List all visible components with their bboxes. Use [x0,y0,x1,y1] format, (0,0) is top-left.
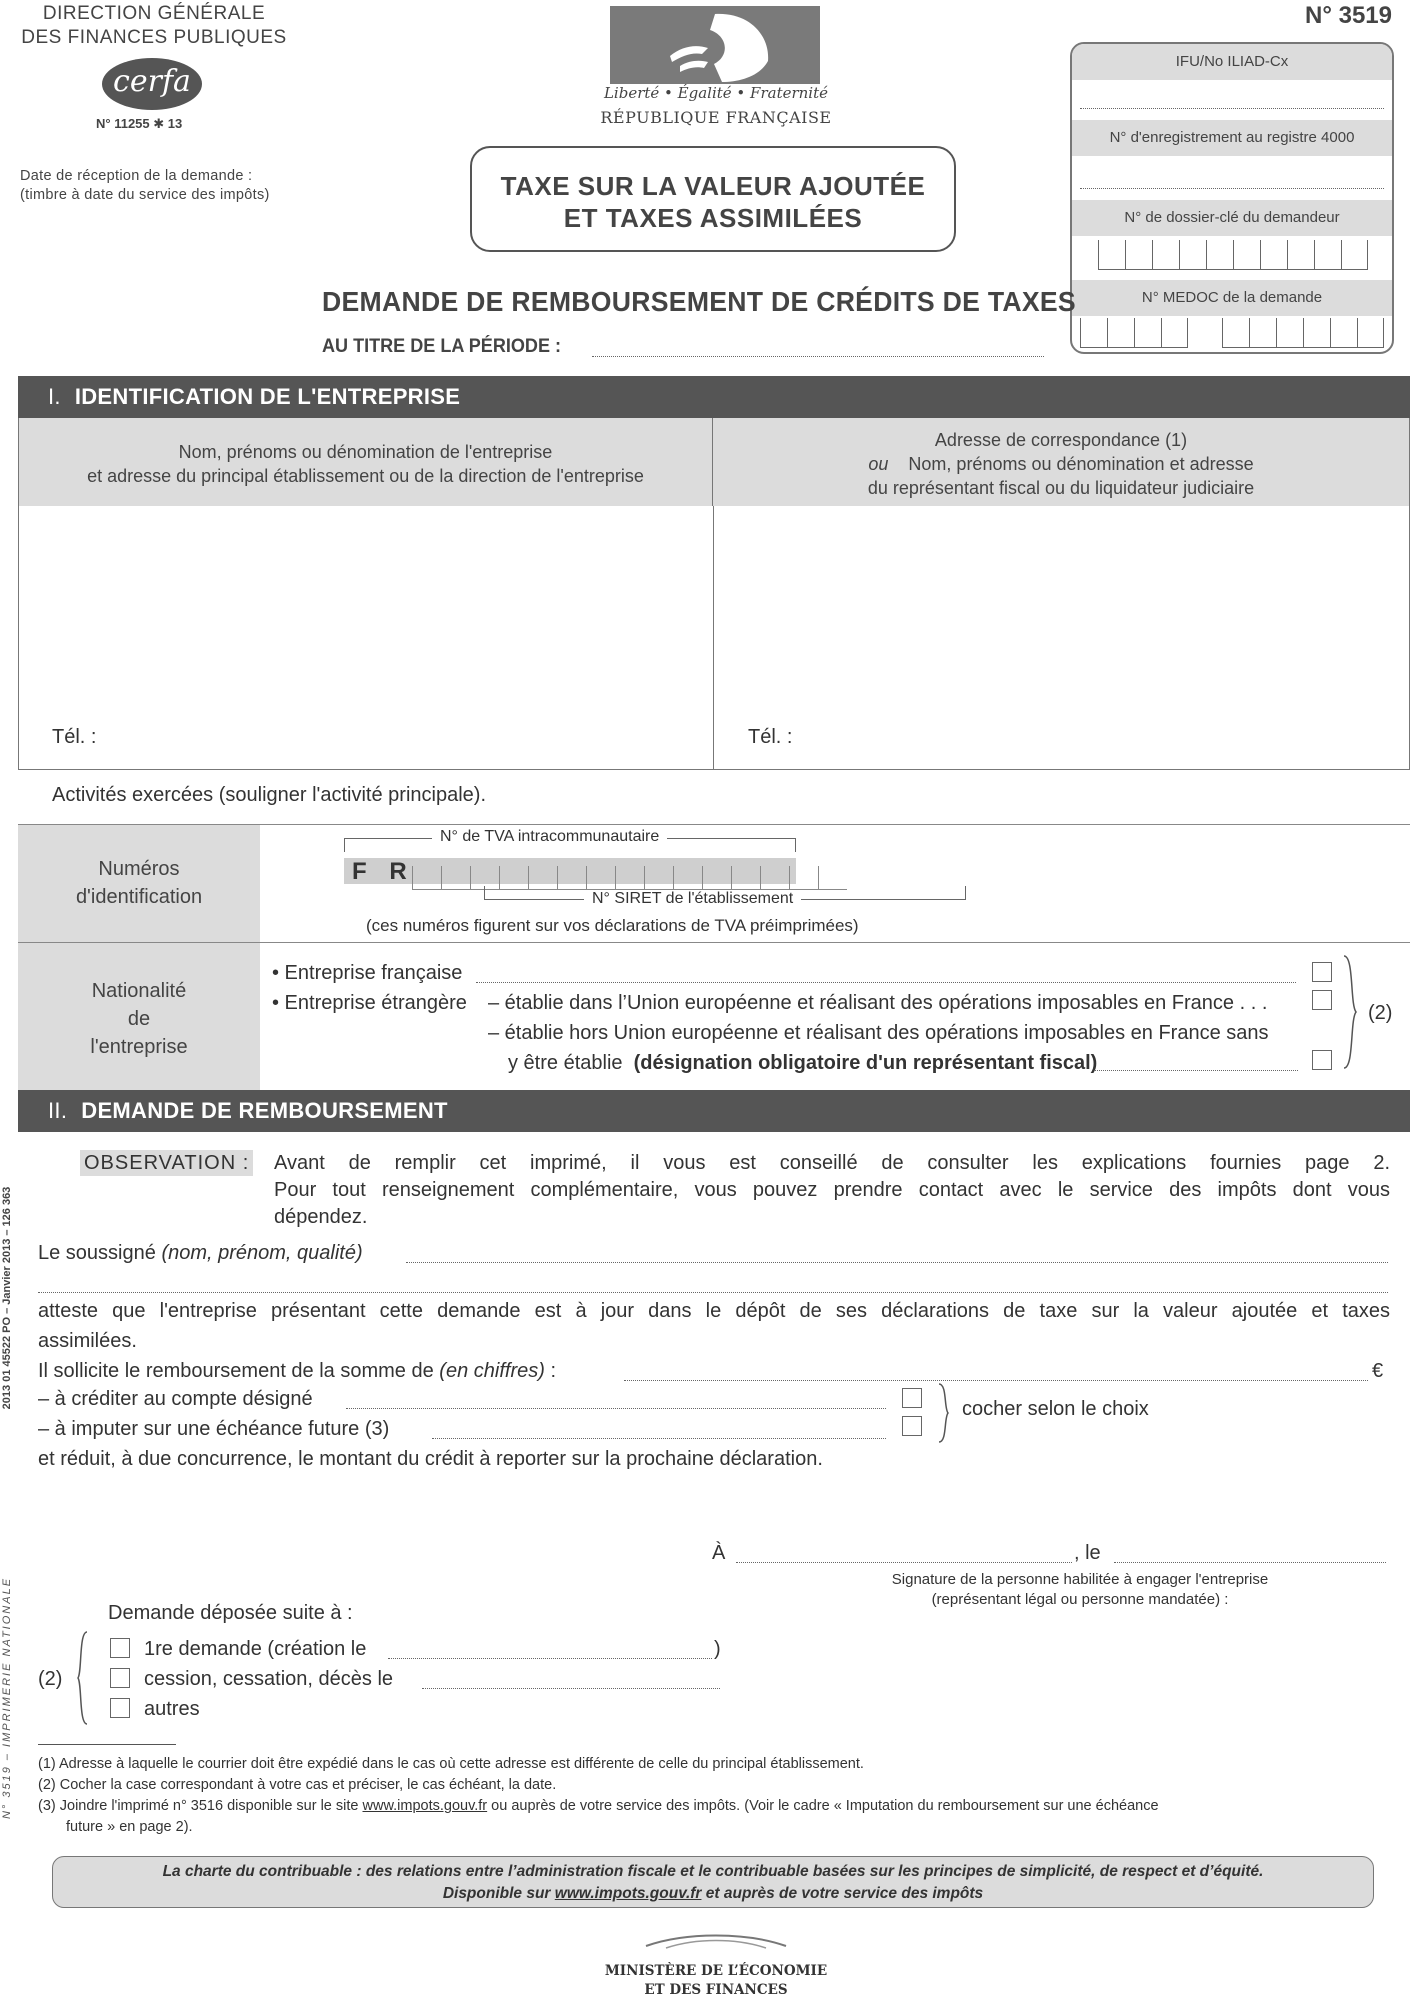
charte-line-1: La charte du contribuable : des relations entre l’administration fiscale et le contribuable basées sur les principes de simplicité, de respect et d’équité. [162,1863,1264,1880]
tel-right-label: Tél. : [748,726,793,748]
ministere-line-1: MINISTÈRE DE L’ÉCONOMIE [604,1963,828,1979]
atteste-line-1: atteste que l'entreprise présentant cette demande est à jour dans le dépôt de ses déclarations de taxe sur la valeur ajoutée et taxes [38,1300,1390,1322]
sollicite-label [38,1360,556,1383]
corr-head-line-1: Adresse de correspondance (1) [934,430,1188,450]
y-etre-text: y être établie [508,1052,623,1074]
row-divider [260,824,1410,825]
section-2-title: DEMANDE DE REMBOURSEMENT [81,1098,448,1123]
corr-head-line-2: Nom, prénoms ou dénomination et adresse [908,454,1254,474]
main-title: DEMANDE DE REMBOURSEMENT DE CRÉDITS DE TAXES [322,286,1076,317]
section-1-number: I. [48,384,61,409]
le-label: , le [1074,1542,1101,1564]
premiere-demande-checkbox[interactable] [110,1638,130,1658]
impots-link[interactable]: www.impots.gouv.fr [362,1798,488,1814]
crediter-label: – à créditer au compte désigné [38,1388,313,1410]
reception-date-label [20,167,300,205]
correspondence-address-field[interactable] [715,506,1409,770]
medoc-label: N° MEDOC de la demande [1072,280,1392,316]
etablie-hors-label: – établie hors Union européenne et réalisant des opérations imposables en France sans [488,1022,1269,1044]
charte-line-2-b: et auprès de votre service des impôts [705,1885,984,1902]
periode-label: AU TITRE DE LA PÉRIODE : [322,336,562,357]
premiere-demande-label: 1re demande (création le [144,1638,367,1660]
reduit-text: et réduit, à due concurrence, le montant du crédit à reporter sur la prochaine déclaration. [38,1448,823,1470]
direction-line-2: DES FINANCES PUBLIQUES [21,27,287,48]
deposee-label: Demande déposée suite à : [108,1602,353,1624]
ifu-label: IFU/No ILIAD-Cx [1072,44,1392,80]
entreprise-francaise-label: • Entreprise française [272,962,463,984]
nationalite-line-2: de [127,1008,151,1030]
preimprimees-note: (ces numéros figurent sur vos déclarations de TVA préimprimées) [366,916,859,935]
charte-link[interactable]: www.impots.gouv.fr [554,1885,702,1902]
section-2-header [18,1090,1410,1132]
euro-symbol: € [1372,1360,1384,1382]
footnote-rule [38,1744,176,1745]
sollicite-text: Il sollicite le remboursement de la somme de [38,1360,434,1382]
tax-title-line-1: TAXE SUR LA VALEUR AJOUTÉE [500,171,926,201]
ifu-field[interactable] [1080,108,1384,109]
dossier-cells[interactable] [1098,240,1368,270]
ministere-name [566,1962,866,2000]
activites-label: Activités exercées (souligner l'activité principale). [52,784,486,806]
cocher-label: cocher selon le choix [962,1398,1149,1420]
company-head-line-2: et adresse du principal établissement ou de la direction de l'entreprise [87,466,644,486]
tva-intra-label: N° de TVA intracommunautaire [432,828,667,846]
footnotes [38,1754,1398,1838]
company-head-line-1: Nom, prénoms ou dénomination de l'entreprise [178,442,553,462]
deposee-note: (2) [38,1668,63,1690]
cession-checkbox[interactable] [110,1668,130,1688]
sollicite-italic: (en chiffres) [439,1360,545,1382]
reception-line-2: (timbre à date du service des impôts) [20,187,270,203]
designation-text: (désignation obligatoire d'un représentant fiscal) [633,1052,1098,1074]
etablie-hors-checkbox[interactable] [1312,1050,1332,1070]
medoc-cells-1[interactable] [1080,318,1188,348]
crediter-leader [346,1408,886,1409]
charte-line-2-a: Disponible sur [442,1885,551,1902]
registre-field[interactable] [1080,188,1384,189]
observation-line-2: Pour tout renseignement complémentaire, vous pouvez prendre contact avec le service des impôts dont vous [274,1179,1390,1201]
medoc-cells-2[interactable] [1222,318,1384,348]
section-1-header [18,376,1410,418]
tax-title-line-2: ET TAXES ASSIMILÉES [563,203,863,233]
numeros-line-1: Numéros [98,858,180,880]
hors-leader [1094,1070,1298,1071]
company-address-field[interactable] [19,506,713,770]
corr-head-ou: ou [868,454,889,474]
section-1-title: IDENTIFICATION DE L'ENTREPRISE [74,384,461,409]
ministere-logo [636,1930,796,1950]
footnote-3-a: (3) Joindre l'imprimé n° 3516 disponible sur le site [38,1798,359,1814]
dossier-label: N° de dossier-clé du demandeur [1072,200,1392,236]
republique-francaise: RÉPUBLIQUE FRANÇAISE [600,108,832,127]
footnote-3-b: ou auprès de votre service des impôts. (Voir le cadre « Imputation du remboursement sur une échéance [491,1798,1159,1814]
a-lieu-field[interactable] [736,1562,1072,1563]
cession-date-field[interactable] [422,1688,720,1689]
numeros-line-2: d'identification [75,886,203,908]
direction-line-1: DIRECTION GÉNÉRALE [42,3,266,24]
company-address-header [19,418,713,506]
footnote-3 [38,1796,1398,1817]
devise: Liberté • Égalité • Fraternité [603,84,829,102]
section-2-number: II. [48,1098,68,1123]
charte-contribuable [52,1856,1374,1908]
autres-label: autres [144,1698,200,1720]
fr-prefix: F R [352,858,415,885]
soussigne-field[interactable] [406,1262,1388,1263]
tel-left-label: Tél. : [52,726,97,748]
charte-line-2 [53,1883,1373,1905]
autres-checkbox[interactable] [110,1698,130,1718]
imputer-label: – à imputer sur une échéance future (3) [38,1418,390,1440]
imprimerie-side-text: N° 3519 – IMPRIMERIE NATIONALE [1,1576,13,1820]
correspondence-header [713,418,1409,506]
montant-field[interactable] [624,1380,1368,1381]
ministere-line-2: ET DES FINANCES [644,1982,788,1998]
crediter-checkbox[interactable] [902,1388,922,1408]
corr-head-line-3: du représentant fiscal ou du liquidateur judiciaire [867,478,1255,498]
imputer-leader [432,1438,886,1439]
signature-caption [800,1570,1360,1610]
cerfa-number: N° 11255 ✱ 13 [96,116,183,131]
marianne-logo [610,6,820,84]
periode-field[interactable] [592,356,1044,357]
soussigne-label [38,1242,363,1265]
le-date-field[interactable] [1114,1562,1386,1563]
edition-side-text: 2013 01 45522 PO – Janvier 2013 – 126 363 [1,1186,13,1410]
observation-label: OBSERVATION : [80,1150,253,1176]
nationalite-note: (2) [1368,1002,1393,1024]
cession-label: cession, cessation, décès le [144,1668,394,1690]
sollicite-colon: : [550,1360,557,1382]
footnote-2: (2) Cocher la case correspondant à votre cas et préciser, le cas échéant, la date. [38,1777,557,1793]
soussigne-text: Le soussigné [38,1242,156,1264]
identification-table [18,418,1410,770]
etablie-ue-checkbox[interactable] [1312,990,1332,1010]
soussigne-italic: (nom, prénom, qualité) [161,1242,363,1264]
row-divider-2 [260,942,1410,943]
reception-line-1: Date de réception de la demande : [20,168,253,184]
imputer-checkbox[interactable] [902,1416,922,1436]
admin-reference-box [1070,42,1394,354]
nationalite-label [18,942,260,1090]
nationalite-line-3: l'entreprise [90,1036,188,1058]
footnote-1: (1) Adresse à laquelle le courrier doit être expédié dans le cas où cette adresse est différente de celle du principal établissement. [38,1756,864,1772]
form-number: N° 3519 [1305,2,1392,29]
registre-label: N° d'enregistrement au registre 4000 [1072,120,1392,156]
signature-line-1: Signature de la personne habilitée à engager l'entreprise [891,1571,1269,1588]
deposee-brace [76,1630,90,1726]
nationalite-brace [1340,954,1358,1070]
etablie-ue-label: – établie dans l’Union européenne et réalisant des opérations imposables en France . . . [488,992,1268,1014]
entreprise-etrangere-label: • Entreprise étrangère [272,992,467,1014]
observation-line-3: dépendez. [274,1206,368,1228]
numeros-identification-label [18,824,260,942]
signature-line-2: (représentant légal ou personne mandatée) : [931,1591,1229,1608]
soussigne-field-2[interactable] [38,1292,1388,1293]
a-label: À [712,1542,726,1564]
direction-name [14,2,294,50]
nationalite-line-1: Nationalité [91,980,187,1002]
cerfa-logo: cerfa [102,58,202,110]
column-divider [713,506,714,770]
y-etre-label [508,1052,1097,1075]
siret-label: N° SIRET de l'établissement [584,890,801,908]
francaise-checkbox[interactable] [1312,962,1332,982]
footnote-3-c: future » en page 2). [66,1819,193,1835]
observation-line-1: Avant de remplir cet imprimé, il vous est conseillé de consulter les explications fournies page 2. [274,1152,1390,1174]
tax-title-box [470,146,956,252]
atteste-line-2: assimilées. [38,1330,137,1352]
francaise-leader [476,982,1296,983]
premiere-demande-close: ) [714,1638,721,1660]
creation-date-field[interactable] [388,1658,712,1659]
choix-brace [936,1382,950,1444]
